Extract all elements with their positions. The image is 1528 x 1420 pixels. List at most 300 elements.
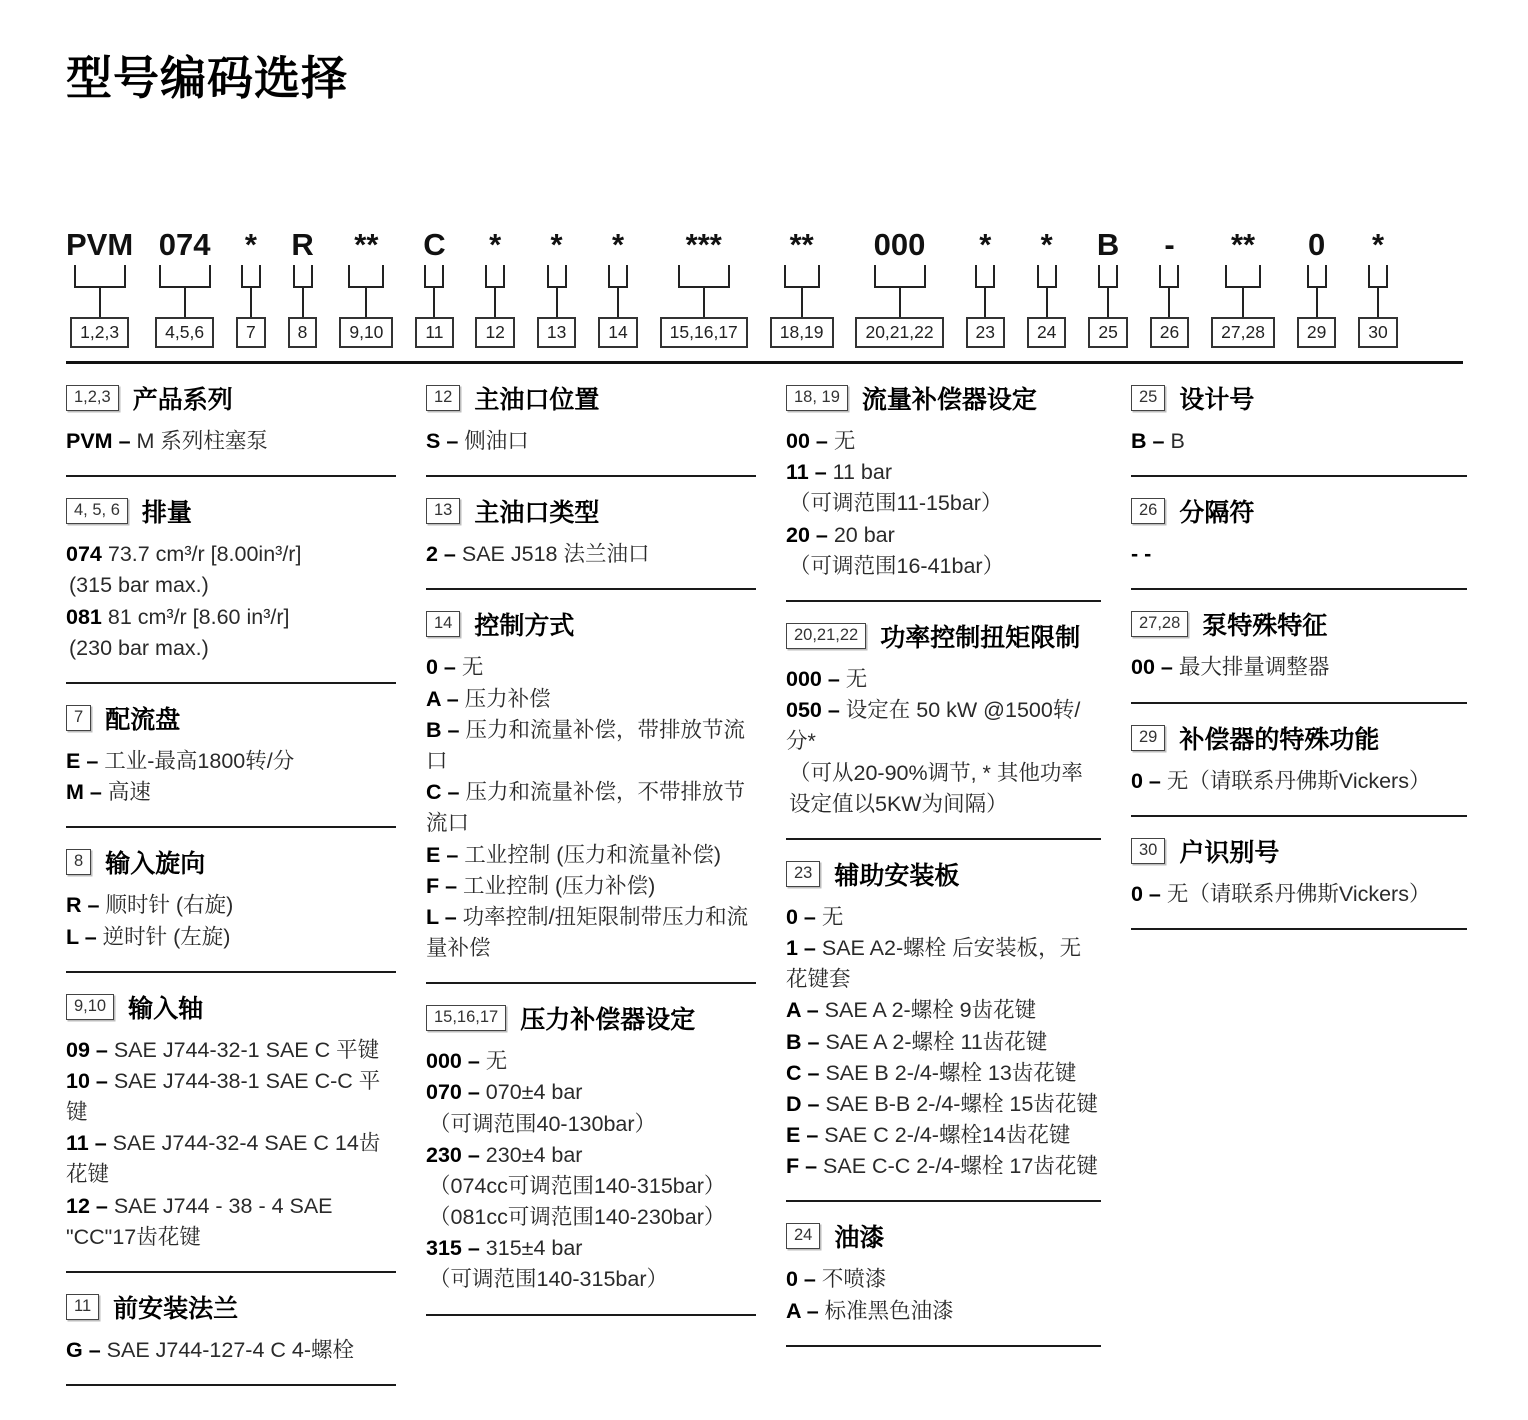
code-position-box: 25 — [1088, 317, 1127, 348]
option-code: E – — [426, 842, 465, 867]
option-code: M – — [66, 780, 108, 805]
option-description: 11 bar — [832, 460, 893, 485]
option-note: (315 bar max.) — [69, 573, 209, 598]
option-code: L – — [66, 924, 103, 949]
option-description: SAE J744-32-4 SAE C 14齿花键 — [66, 1131, 381, 1187]
option-note: (230 bar max.) — [69, 635, 209, 660]
option-code: G – — [66, 1337, 107, 1362]
option-code: 315 – — [426, 1236, 486, 1261]
option-item — [66, 1128, 396, 1190]
code-position-box: 11 — [415, 317, 453, 348]
code-stem — [1242, 288, 1244, 317]
option-item — [426, 652, 756, 683]
option-description: 无（请联系丹佛斯Vickers） — [1166, 768, 1431, 793]
option-code: L – — [426, 904, 463, 929]
section — [1131, 704, 1467, 817]
code-bracket — [159, 265, 211, 288]
option-description: 功率控制/扭矩限制带压力和流量补偿 — [426, 904, 749, 961]
option-item — [426, 539, 756, 570]
option-code: 070 – — [426, 1080, 486, 1105]
code-segment — [66, 224, 133, 348]
code-value: 0 — [1308, 227, 1326, 262]
section — [786, 840, 1101, 1203]
section-header — [66, 700, 396, 736]
code-value: B — [1096, 227, 1120, 262]
option-description: 无 — [461, 655, 484, 680]
section — [1131, 477, 1467, 590]
option-item — [1131, 539, 1467, 570]
option-note: （可调范围11-15bar） — [789, 491, 1003, 516]
option-description: SAE A 2-螺栓 11齿花键 — [825, 1029, 1048, 1054]
code-position-box: 18,19 — [770, 317, 834, 348]
code-value: ** — [1230, 227, 1256, 262]
column-2 — [426, 364, 786, 1315]
option-item — [426, 684, 756, 715]
section — [1131, 590, 1467, 703]
option-description: 工业控制 (压力补偿) — [463, 873, 656, 898]
section-header — [426, 1000, 756, 1036]
column-1 — [66, 364, 426, 1386]
option-code: F – — [786, 1154, 824, 1179]
code-bracket — [874, 265, 926, 288]
option-description: 无 — [485, 1049, 508, 1074]
code-bracket — [608, 265, 628, 288]
code-segment — [770, 224, 834, 348]
option-description: M 系列柱塞泵 — [136, 429, 268, 454]
option-description: 顺时针 (右旋) — [105, 893, 234, 918]
code-stem — [365, 288, 367, 317]
option-description: SAE C-C 2-/4-螺栓 17齿花键 — [823, 1154, 1098, 1179]
code-position-box: 30 — [1358, 317, 1397, 348]
section-position-box: 29 — [1131, 725, 1165, 751]
option-description: 73.7 cm³/r [8.00in³/r] — [107, 542, 302, 567]
code-segment — [660, 224, 748, 348]
option-item — [786, 1120, 1101, 1151]
section — [426, 364, 756, 477]
column-3 — [786, 364, 1131, 1347]
section — [786, 364, 1101, 602]
option-description: 230±4 bar — [485, 1142, 583, 1167]
section — [66, 684, 396, 828]
option-item — [1131, 652, 1467, 683]
option-item — [426, 840, 756, 871]
section — [66, 828, 396, 972]
code-segment — [1358, 224, 1397, 348]
option-code: B – — [426, 717, 466, 742]
option-description: 最大排量调整器 — [1178, 655, 1330, 680]
option-code: R – — [66, 893, 106, 918]
section-position-box: 15,16,17 — [426, 1005, 506, 1031]
section — [66, 1273, 396, 1386]
code-segment — [288, 224, 318, 348]
option-item — [66, 890, 396, 921]
section — [426, 477, 756, 590]
option-description: 无 — [833, 429, 856, 454]
option-item — [426, 1233, 756, 1264]
code-segment — [966, 224, 1005, 348]
code-segment — [155, 224, 214, 348]
option-code: S – — [426, 429, 465, 454]
option-item — [66, 746, 396, 777]
option-description: B — [1170, 429, 1185, 454]
section-title: 辅助安装板 — [834, 861, 960, 890]
code-segment — [339, 224, 393, 348]
code-segment — [1150, 224, 1189, 348]
code-bracket — [74, 265, 126, 288]
option-item — [786, 426, 1101, 457]
option-description: 逆时针 (左旋) — [102, 924, 231, 949]
code-position-box: 27,28 — [1211, 317, 1275, 348]
option-description: SAE C 2-/4-螺栓14齿花键 — [824, 1123, 1071, 1148]
section-title: 户识别号 — [1179, 838, 1280, 867]
section-title: 补偿器的特殊功能 — [1179, 725, 1380, 754]
section — [66, 477, 396, 684]
option-code: D – — [786, 1091, 826, 1116]
option-item — [1131, 766, 1467, 797]
code-value: * — [550, 227, 563, 262]
code-bracket — [424, 265, 444, 288]
section-position-box: 1,2,3 — [66, 385, 119, 411]
section-position-box: 9,10 — [66, 994, 114, 1020]
column-4 — [1131, 364, 1467, 930]
option-description: 工业-最高1800转/分 — [104, 748, 295, 773]
option-item — [426, 1077, 756, 1108]
option-code: 000 – — [786, 666, 846, 691]
option-item — [66, 602, 396, 633]
code-bracket — [678, 265, 730, 288]
option-description: 315±4 bar — [485, 1236, 583, 1261]
code-bracket — [784, 265, 820, 288]
option-item — [786, 933, 1101, 995]
option-item — [426, 871, 756, 902]
code-value: ** — [789, 227, 814, 262]
option-description: 压力和流量补偿，不带排放节流口 — [426, 780, 745, 836]
code-position-box: 9,10 — [339, 317, 393, 348]
code-position-box: 24 — [1027, 317, 1066, 348]
option-note: （可调范围40-130bar） — [429, 1111, 657, 1136]
code-position-box: 13 — [537, 317, 576, 348]
code-bracket — [1098, 265, 1118, 288]
section-position-box: 24 — [786, 1223, 820, 1249]
code-stem — [617, 288, 619, 317]
option-item — [66, 1066, 396, 1128]
section-header — [426, 606, 756, 642]
code-segment — [475, 224, 514, 348]
code-segment — [537, 224, 576, 348]
option-description: 设定在 50 kW @1500转/分* — [786, 698, 1081, 754]
option-description: SAE J744-32-1 SAE C 平键 — [113, 1037, 380, 1062]
option-code: 09 – — [66, 1037, 114, 1062]
option-note: （可调范围140-315bar） — [429, 1267, 668, 1292]
code-bracket — [241, 265, 261, 288]
code-value: * — [611, 227, 625, 262]
section-header — [66, 844, 396, 880]
code-value: * — [1371, 227, 1385, 262]
section-position-box: 18, 19 — [786, 385, 848, 411]
option-code: - - — [1131, 542, 1152, 567]
code-bracket — [547, 265, 567, 288]
option-code: E – — [66, 748, 105, 773]
option-description: 标准黑色油漆 — [824, 1298, 954, 1323]
section-header — [786, 856, 1101, 892]
code-bracket — [293, 265, 313, 288]
code-stem — [984, 288, 986, 317]
option-item — [66, 1035, 396, 1066]
code-position-box: 14 — [598, 317, 637, 348]
section-position-box: 7 — [66, 705, 91, 731]
code-stem — [1168, 288, 1170, 317]
code-bracket — [485, 265, 505, 288]
option-item — [426, 1140, 756, 1171]
section-position-box: 4, 5, 6 — [66, 498, 128, 524]
option-item — [1131, 879, 1467, 910]
option-description: SAE J518 法兰油口 — [461, 542, 650, 567]
option-item — [66, 426, 396, 457]
option-code: A – — [786, 998, 825, 1023]
section-title: 输入旋向 — [105, 850, 206, 879]
code-segment — [1211, 224, 1275, 348]
section-header — [426, 380, 756, 416]
option-code: 081 — [66, 604, 108, 629]
option-code: 050 – — [786, 698, 846, 723]
option-item — [786, 902, 1101, 933]
section-header — [66, 1289, 396, 1325]
option-item — [786, 1151, 1101, 1182]
section-title: 功率控制扭矩限制 — [880, 623, 1081, 652]
option-item — [786, 995, 1101, 1026]
code-stem — [1377, 288, 1379, 317]
option-code: 11 – — [786, 460, 833, 485]
option-item — [426, 777, 756, 839]
option-item — [786, 664, 1101, 695]
code-value: * — [979, 227, 992, 262]
code-position-box: 7 — [236, 317, 266, 348]
code-bracket — [1159, 265, 1179, 288]
section-title: 输入轴 — [128, 994, 204, 1023]
code-value: * — [489, 227, 502, 262]
section-position-box: 14 — [426, 611, 460, 637]
option-code: 12 – — [66, 1193, 114, 1218]
option-code: 11 – — [66, 1131, 113, 1156]
option-code: 074 — [66, 542, 108, 567]
section-title: 控制方式 — [474, 612, 575, 641]
option-note: （074cc可调范围140-315bar） — [429, 1173, 726, 1198]
code-stem — [556, 288, 558, 317]
section-title: 配流盘 — [105, 705, 181, 734]
code-value: 000 — [873, 227, 926, 262]
code-segment — [1088, 224, 1127, 348]
option-code: 0 – — [1131, 768, 1167, 793]
section-title: 主油口类型 — [474, 499, 600, 528]
section-header — [66, 380, 396, 416]
option-description: SAE B-B 2-/4-螺栓 15齿花键 — [825, 1091, 1098, 1116]
option-code: 10 – — [66, 1068, 114, 1093]
code-position-box: 8 — [288, 317, 318, 348]
option-item — [786, 520, 1101, 551]
code-position-box: 1,2,3 — [70, 317, 129, 348]
code-bracket — [348, 265, 384, 288]
section — [426, 984, 756, 1315]
code-segment — [598, 224, 637, 348]
option-item — [426, 902, 756, 964]
option-item — [66, 1191, 396, 1253]
option-code: C – — [786, 1060, 826, 1085]
option-note: （可调范围16-41bar） — [789, 553, 1005, 578]
description-columns — [66, 364, 1467, 1386]
option-description: 无 — [845, 666, 868, 691]
section-header — [1131, 606, 1467, 642]
option-code: B – — [1131, 429, 1171, 454]
section-header — [786, 1218, 1101, 1254]
section — [786, 1202, 1101, 1346]
option-description: SAE A 2-螺栓 9齿花键 — [824, 998, 1037, 1023]
option-description: SAE J744 - 38 - 4 SAE "CC"17齿花键 — [66, 1193, 333, 1249]
option-code: 00 – — [1131, 655, 1179, 680]
option-code: E – — [786, 1123, 825, 1148]
section-position-box: 25 — [1131, 385, 1165, 411]
section-position-box: 8 — [66, 849, 91, 875]
section — [1131, 364, 1467, 477]
code-stem — [99, 288, 101, 317]
option-code: PVM – — [66, 429, 137, 454]
option-code: 0 – — [426, 655, 462, 680]
option-item — [66, 1335, 396, 1366]
code-position-box: 29 — [1297, 317, 1336, 348]
section-header — [786, 618, 1101, 654]
code-position-box: 20,21,22 — [855, 317, 943, 348]
page-title: 型号编码选择 — [66, 52, 348, 104]
option-code: A – — [426, 686, 465, 711]
option-code: C – — [426, 780, 466, 805]
code-stem — [801, 288, 803, 317]
section-position-box: 30 — [1131, 838, 1165, 864]
option-code: 20 – — [786, 522, 834, 547]
code-position-box: 12 — [475, 317, 514, 348]
model-code-diagram — [66, 224, 1398, 348]
section-title: 分隔符 — [1179, 499, 1255, 528]
option-description: SAE J744-38-1 SAE C-C 平键 — [66, 1068, 381, 1125]
section-position-box: 23 — [786, 861, 820, 887]
section-header — [66, 989, 396, 1025]
code-bracket — [1225, 265, 1261, 288]
code-value: PVM — [66, 227, 134, 262]
code-value: 074 — [158, 227, 211, 262]
code-stem — [1107, 288, 1109, 317]
section-position-box: 13 — [426, 498, 460, 524]
section-title: 设计号 — [1179, 386, 1255, 415]
section-header — [1131, 720, 1467, 756]
option-description: 070±4 bar — [485, 1080, 583, 1105]
option-item — [66, 539, 396, 570]
section-header — [1131, 833, 1467, 869]
code-value: ** — [354, 227, 379, 262]
code-stem — [899, 288, 901, 317]
code-value: *** — [685, 227, 722, 262]
option-description: 无 — [821, 904, 844, 929]
section-title: 流量补偿器设定 — [861, 386, 1037, 415]
code-stem — [1316, 288, 1318, 317]
section-header — [786, 380, 1101, 416]
section-position-box: 12 — [426, 385, 460, 411]
code-stem — [184, 288, 186, 317]
option-item — [786, 1058, 1101, 1089]
option-item — [786, 1027, 1101, 1058]
option-description: 无（请联系丹佛斯Vickers） — [1166, 881, 1431, 906]
option-item — [786, 457, 1101, 488]
option-description: 压力和流量补偿，带排放节流口 — [426, 717, 745, 773]
section-header — [1131, 493, 1467, 529]
code-value: - — [1164, 227, 1175, 262]
code-value: R — [291, 227, 314, 262]
option-description: SAE A2-螺栓 后安装板，无花键套 — [786, 936, 1082, 992]
option-item — [426, 715, 756, 777]
code-position-box: 15,16,17 — [660, 317, 748, 348]
code-stem — [302, 288, 304, 317]
option-code: 2 – — [426, 542, 462, 567]
option-note: （可从20-90%调节, * 其他功率设定值以5KW为间隔） — [789, 760, 1083, 816]
code-bracket — [975, 265, 995, 288]
code-segment — [236, 224, 266, 348]
option-code: 0 – — [786, 1267, 822, 1292]
option-item — [66, 922, 396, 953]
code-segment — [855, 224, 943, 348]
option-code: 0 – — [1131, 881, 1167, 906]
code-position-box: 4,5,6 — [155, 317, 214, 348]
option-item — [786, 1296, 1101, 1327]
option-code: 000 – — [426, 1049, 486, 1074]
option-description: 不喷漆 — [821, 1267, 887, 1292]
option-code: F – — [426, 873, 464, 898]
option-description: 工业控制 (压力和流量补偿) — [464, 842, 722, 867]
section — [66, 364, 396, 477]
option-code: 230 – — [426, 1142, 486, 1167]
option-description: SAE B 2-/4-螺栓 13齿花键 — [825, 1060, 1077, 1085]
option-code: 1 – — [786, 936, 822, 961]
code-bracket — [1307, 265, 1327, 288]
section-title: 压力补偿器设定 — [520, 1006, 696, 1035]
code-bracket — [1368, 265, 1388, 288]
code-position-box: 23 — [966, 317, 1005, 348]
option-item — [66, 777, 396, 808]
code-value: C — [423, 227, 446, 262]
section-position-box: 27,28 — [1131, 611, 1188, 637]
option-description: 81 cm³/r [8.60 in³/r] — [107, 604, 290, 629]
option-item — [786, 1089, 1101, 1120]
option-code: A – — [786, 1298, 825, 1323]
section-header — [66, 493, 396, 529]
section — [1131, 817, 1467, 930]
option-note: （081cc可调范围140-230bar） — [429, 1205, 726, 1230]
section-title: 油漆 — [834, 1224, 885, 1253]
option-item — [786, 695, 1101, 757]
section-title: 主油口位置 — [474, 386, 600, 415]
section-header — [426, 493, 756, 529]
option-code: 0 – — [786, 904, 822, 929]
section-position-box: 11 — [66, 1294, 99, 1320]
section-title: 排量 — [141, 499, 192, 528]
code-position-box: 26 — [1150, 317, 1189, 348]
section — [66, 973, 396, 1273]
section-title: 产品系列 — [132, 386, 233, 415]
code-segment — [1297, 224, 1336, 348]
section-position-box: 26 — [1131, 498, 1165, 524]
code-stem — [1046, 288, 1048, 317]
section-title: 泵特殊特征 — [1202, 612, 1328, 641]
option-description: SAE J744-127-4 C 4-螺栓 — [106, 1337, 354, 1362]
option-description: 侧油口 — [464, 429, 529, 454]
option-item — [1131, 426, 1467, 457]
code-stem — [494, 288, 496, 317]
